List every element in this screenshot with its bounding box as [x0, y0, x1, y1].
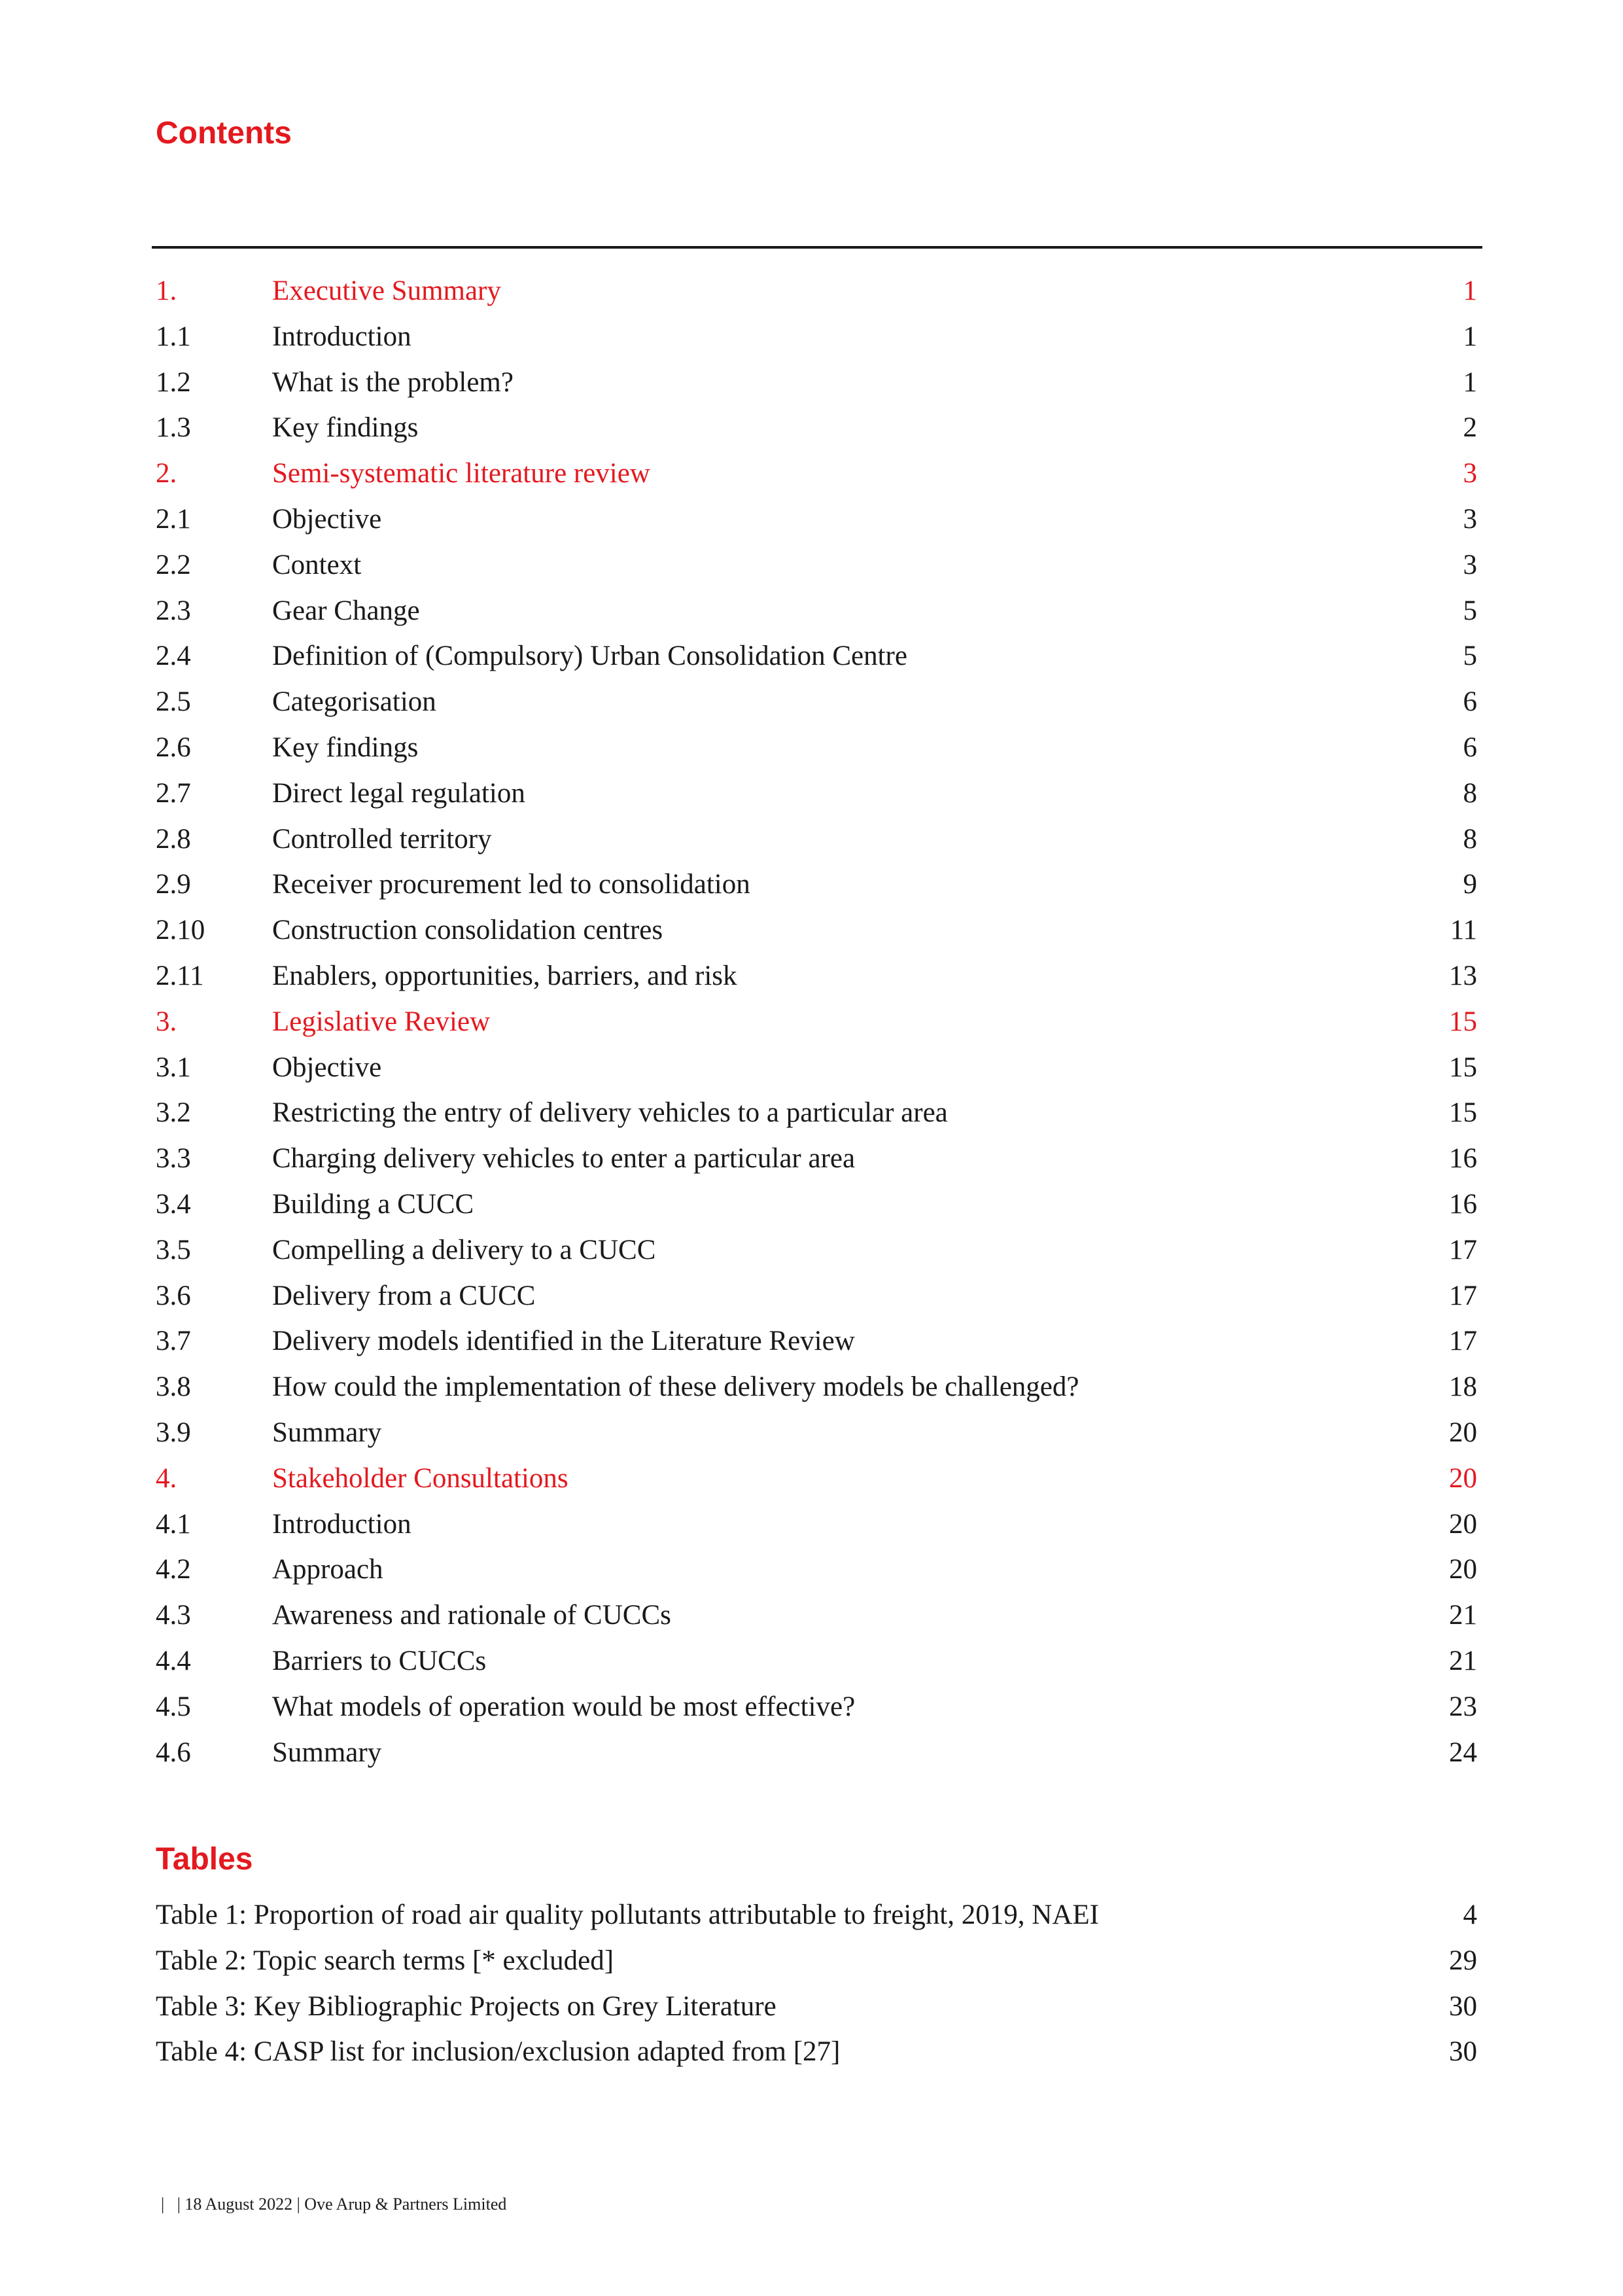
toc-entry-title: Awareness and rationale of CUCCs	[272, 1600, 671, 1631]
toc-section-entry[interactable]	[156, 1730, 1477, 1776]
toc-section-entry[interactable]	[156, 314, 1477, 360]
toc-entry-number: 4.6	[156, 1737, 191, 1768]
toc-entry-page: 17	[1449, 1234, 1477, 1265]
toc-entry-title: Summary	[272, 1737, 382, 1768]
table-entry-page: 30	[1449, 1990, 1477, 2022]
toc-section-entry[interactable]	[156, 497, 1477, 542]
list-of-tables	[156, 1892, 1477, 2075]
toc-entry-title: Compelling a delivery to a CUCC	[272, 1234, 656, 1265]
toc-entry-title: Summary	[272, 1417, 382, 1448]
toc-section-entry[interactable]	[156, 1502, 1477, 1547]
toc-entry-number: 2.1	[156, 503, 191, 535]
toc-section-entry[interactable]	[156, 1045, 1477, 1091]
toc-section-entry[interactable]	[156, 1638, 1477, 1684]
toc-entry-page: 16	[1449, 1143, 1477, 1174]
toc-entry-number: 3.6	[156, 1280, 191, 1311]
toc-entry-number: 2.9	[156, 869, 191, 900]
toc-section-entry[interactable]	[156, 1090, 1477, 1136]
toc-section-entry[interactable]	[156, 953, 1477, 999]
toc-entry-page: 20	[1449, 1554, 1477, 1585]
toc-entry-number: 2.	[156, 458, 177, 489]
table-list-entry[interactable]	[156, 1938, 1477, 1984]
page-footer: | | 18 August 2022 | Ove Arup & Partners Limited	[161, 2195, 507, 2214]
toc-entry-title: Stakeholder Consultations	[272, 1462, 568, 1494]
toc-entry-page: 18	[1449, 1371, 1477, 1403]
toc-entry-number: 3.4	[156, 1188, 191, 1220]
table-entry-title: Table 1: Proportion of road air quality pollutants attributable to freight, 2019, NAEI	[156, 1899, 1099, 1930]
toc-entry-page: 20	[1449, 1462, 1477, 1494]
toc-entry-page: 21	[1449, 1600, 1477, 1631]
toc-section-entry[interactable]	[156, 1136, 1477, 1182]
toc-section-entry[interactable]	[156, 542, 1477, 588]
toc-section-entry[interactable]	[156, 633, 1477, 679]
toc-entry-page: 20	[1449, 1508, 1477, 1540]
toc-entry-page: 2	[1463, 412, 1477, 444]
toc-entry-title: Direct legal regulation	[272, 777, 525, 809]
toc-entry-page: 1	[1463, 366, 1477, 398]
toc-section-entry[interactable]	[156, 862, 1477, 908]
toc-entry-title: What models of operation would be most effective?	[272, 1691, 856, 1722]
toc-section-entry[interactable]	[156, 817, 1477, 862]
toc-entry-number: 3.	[156, 1006, 177, 1037]
toc-entry-page: 9	[1463, 869, 1477, 900]
toc-section-entry[interactable]	[156, 1364, 1477, 1410]
toc-entry-number: 3.5	[156, 1234, 191, 1265]
toc-section-entry[interactable]	[156, 1593, 1477, 1638]
contents-heading: Contents	[156, 116, 292, 150]
toc-entry-title: Introduction	[272, 1508, 411, 1540]
toc-entry-page: 6	[1463, 686, 1477, 718]
toc-entry-page: 5	[1463, 641, 1477, 672]
toc-entry-page: 20	[1449, 1417, 1477, 1448]
toc-section-entry[interactable]	[156, 1182, 1477, 1227]
toc-entry-number: 4.3	[156, 1600, 191, 1631]
toc-section-entry[interactable]	[156, 1227, 1477, 1273]
tables-heading: Tables	[156, 1842, 253, 1877]
toc-entry-title: Key findings	[272, 412, 419, 444]
table-list-entry[interactable]	[156, 2029, 1477, 2075]
toc-entry-page: 24	[1449, 1737, 1477, 1768]
toc-entry-number: 4.2	[156, 1554, 191, 1585]
toc-entry-number: 3.9	[156, 1417, 191, 1448]
toc-entry-page: 23	[1449, 1691, 1477, 1722]
toc-entry-page: 15	[1449, 1006, 1477, 1037]
toc-section-entry[interactable]	[156, 725, 1477, 771]
toc-entry-title: Restricting the entry of delivery vehicles to a particular area	[272, 1097, 948, 1129]
toc-chapter-entry[interactable]	[156, 268, 1477, 314]
contents-divider	[152, 246, 1482, 249]
table-entry-title: Table 4: CASP list for inclusion/exclusion adapted from [27]	[156, 2036, 841, 2068]
table-entry-title: Table 3: Key Bibliographic Projects on Grey Literature	[156, 1990, 777, 2022]
toc-entry-number: 1.	[156, 275, 177, 306]
toc-entry-page: 21	[1449, 1645, 1477, 1676]
toc-entry-title: Semi-systematic literature review	[272, 458, 650, 489]
toc-section-entry[interactable]	[156, 1318, 1477, 1364]
toc-entry-title: Gear Change	[272, 595, 420, 626]
toc-entry-title: Objective	[272, 503, 382, 535]
toc-entry-number: 2.10	[156, 915, 205, 946]
toc-entry-title: Controlled territory	[272, 823, 492, 855]
toc-entry-number: 4.1	[156, 1508, 191, 1540]
toc-entry-title: Barriers to CUCCs	[272, 1645, 487, 1676]
toc-entry-page: 16	[1449, 1188, 1477, 1220]
toc-entry-number: 1.2	[156, 366, 191, 398]
toc-entry-number: 2.5	[156, 686, 191, 718]
toc-entry-number: 3.2	[156, 1097, 191, 1129]
toc-entry-number: 1.3	[156, 412, 191, 444]
toc-entry-number: 1.1	[156, 321, 191, 352]
toc-entry-page: 17	[1449, 1326, 1477, 1357]
toc-entry-page: 15	[1449, 1097, 1477, 1129]
table-of-contents	[156, 268, 1477, 1775]
toc-entry-number: 2.3	[156, 595, 191, 626]
table-list-entry[interactable]	[156, 1892, 1477, 1938]
toc-entry-number: 2.8	[156, 823, 191, 855]
toc-entry-page: 15	[1449, 1051, 1477, 1083]
toc-entry-title: Delivery models identified in the Literature Review	[272, 1326, 855, 1357]
table-entry-page: 29	[1449, 1945, 1477, 1976]
toc-chapter-entry[interactable]	[156, 451, 1477, 497]
toc-section-entry[interactable]	[156, 771, 1477, 817]
toc-entry-page: 1	[1463, 321, 1477, 352]
table-entry-page: 30	[1449, 2036, 1477, 2068]
toc-entry-number: 2.7	[156, 777, 191, 809]
toc-entry-number: 3.8	[156, 1371, 191, 1403]
toc-section-entry[interactable]	[156, 1410, 1477, 1456]
toc-entry-number: 4.5	[156, 1691, 191, 1722]
toc-entry-page: 3	[1463, 458, 1477, 489]
toc-entry-page: 17	[1449, 1280, 1477, 1311]
toc-entry-number: 3.7	[156, 1326, 191, 1357]
toc-entry-title: Enablers, opportunities, barriers, and risk	[272, 960, 737, 991]
toc-entry-title: Categorisation	[272, 686, 436, 718]
toc-chapter-entry[interactable]	[156, 1456, 1477, 1502]
toc-section-entry[interactable]	[156, 908, 1477, 953]
toc-entry-number: 3.1	[156, 1051, 191, 1083]
toc-section-entry[interactable]	[156, 679, 1477, 725]
toc-entry-number: 4.4	[156, 1645, 191, 1676]
toc-entry-title: Definition of (Compulsory) Urban Consolidation Centre	[272, 641, 907, 672]
toc-entry-title: Construction consolidation centres	[272, 915, 663, 946]
toc-entry-title: How could the implementation of these delivery models be challenged?	[272, 1371, 1079, 1403]
toc-section-entry[interactable]	[156, 1547, 1477, 1593]
toc-entry-page: 3	[1463, 549, 1477, 580]
toc-entry-title: Building a CUCC	[272, 1188, 474, 1220]
toc-entry-page: 1	[1463, 275, 1477, 306]
toc-entry-page: 11	[1450, 915, 1477, 946]
toc-entry-title: Charging delivery vehicles to enter a particular area	[272, 1143, 856, 1174]
toc-entry-title: Delivery from a CUCC	[272, 1280, 536, 1311]
toc-entry-title: Approach	[272, 1554, 383, 1585]
toc-entry-page: 8	[1463, 777, 1477, 809]
toc-entry-number: 2.6	[156, 732, 191, 763]
toc-entry-title: Context	[272, 549, 362, 580]
toc-entry-number: 4.	[156, 1462, 177, 1494]
toc-section-entry[interactable]	[156, 405, 1477, 451]
toc-entry-number: 3.3	[156, 1143, 191, 1174]
toc-entry-page: 6	[1463, 732, 1477, 763]
toc-section-entry[interactable]	[156, 1684, 1477, 1730]
toc-entry-title: Receiver procurement led to consolidation	[272, 869, 750, 900]
toc-entry-title: Introduction	[272, 321, 411, 352]
toc-entry-page: 8	[1463, 823, 1477, 855]
toc-entry-number: 2.11	[156, 960, 204, 991]
toc-entry-title: Executive Summary	[272, 275, 501, 306]
toc-entry-page: 5	[1463, 595, 1477, 626]
toc-section-entry[interactable]	[156, 1273, 1477, 1319]
toc-entry-page: 3	[1463, 503, 1477, 535]
table-list-entry[interactable]	[156, 1984, 1477, 2030]
table-entry-page: 4	[1463, 1899, 1477, 1930]
toc-entry-title: Objective	[272, 1051, 382, 1083]
toc-entry-title: What is the problem?	[272, 366, 514, 398]
toc-entry-title: Key findings	[272, 732, 419, 763]
toc-section-entry[interactable]	[156, 360, 1477, 406]
toc-entry-number: 2.2	[156, 549, 191, 580]
toc-chapter-entry[interactable]	[156, 999, 1477, 1045]
table-entry-title: Table 2: Topic search terms [* excluded]	[156, 1945, 614, 1976]
toc-entry-page: 13	[1449, 960, 1477, 991]
toc-entry-title: Legislative Review	[272, 1006, 491, 1037]
toc-entry-number: 2.4	[156, 641, 191, 672]
toc-section-entry[interactable]	[156, 588, 1477, 634]
